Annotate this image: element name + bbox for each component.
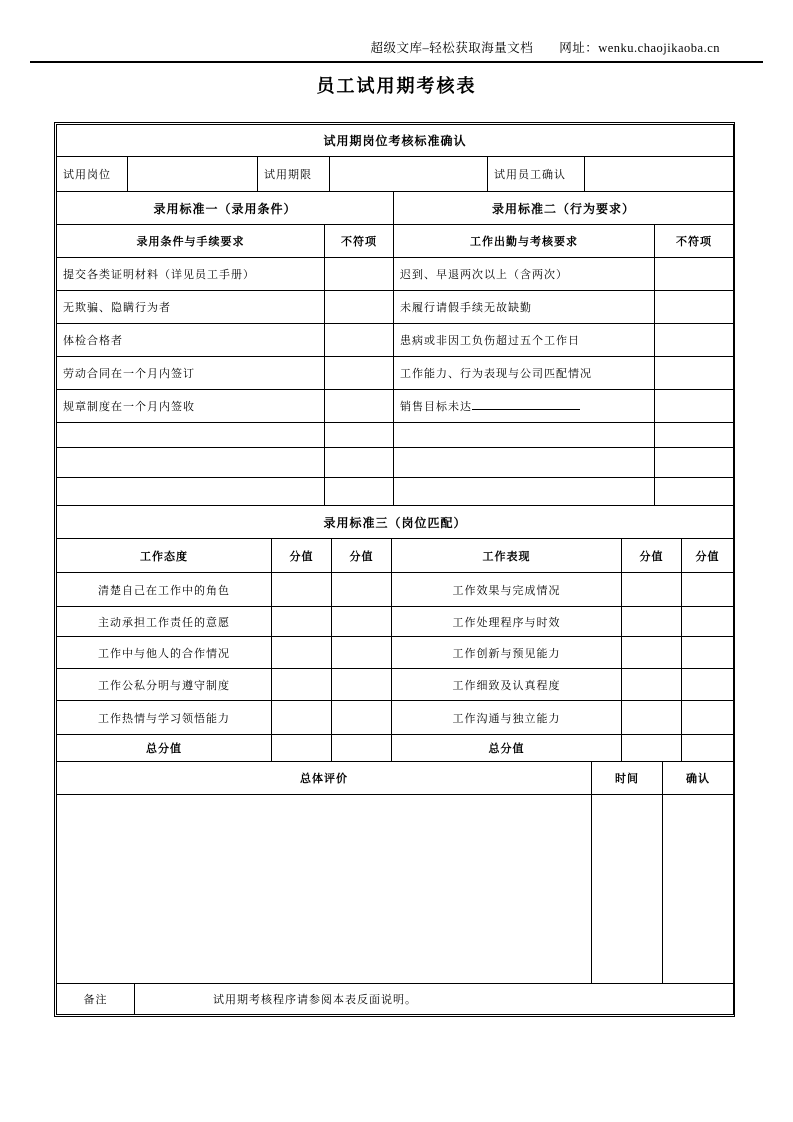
attitude-item: 工作热情与学习领悟能力 xyxy=(57,701,272,735)
standard1-item: 体检合格者 xyxy=(57,324,325,357)
performance-score-cell[interactable] xyxy=(622,637,682,669)
standard2-flag-cell[interactable] xyxy=(655,423,734,448)
performance-total-label: 总分值 xyxy=(392,735,622,762)
attitude-total-label: 总分值 xyxy=(57,735,272,762)
confirm-col-header: 确认 xyxy=(663,762,734,795)
performance-score-cell[interactable] xyxy=(622,607,682,637)
attitude-item: 工作公私分明与遵守制度 xyxy=(57,669,272,701)
standard1-item: 劳动合同在一个月内签订 xyxy=(57,357,325,390)
performance-total-cell[interactable] xyxy=(682,735,734,762)
standard2-flag-cell[interactable] xyxy=(655,291,734,324)
attitude-item: 清楚自己在工作中的角色 xyxy=(57,573,272,607)
attitude-score-cell[interactable] xyxy=(332,607,392,637)
attitude-score-cell[interactable] xyxy=(332,701,392,735)
performance-item: 工作效果与完成情况 xyxy=(392,573,622,607)
document-title: 员工试用期考核表 xyxy=(316,76,477,96)
trial-position-label: 试用岗位 xyxy=(57,157,128,192)
standard1-item: 无欺骗、隐瞒行为者 xyxy=(57,291,325,324)
time-col-header: 时间 xyxy=(592,762,663,795)
standard1-title: 录用标准一（录用条件） xyxy=(57,192,394,225)
standard1-item: 提交各类证明材料（详见员工手册） xyxy=(57,258,325,291)
score-col-header: 分值 xyxy=(332,539,392,573)
performance-score-cell[interactable] xyxy=(622,573,682,607)
performance-score-cell[interactable] xyxy=(622,701,682,735)
standard1-2-table xyxy=(56,191,734,506)
attitude-item: 主动承担工作责任的意愿 xyxy=(57,607,272,637)
standard2-item: 销售目标未达 xyxy=(394,390,655,423)
attitude-score-cell[interactable] xyxy=(272,607,332,637)
confirm-section-title: 试用期岗位考核标准确认 xyxy=(57,125,734,157)
note-label: 备注 xyxy=(57,984,135,1015)
standard2-flag-cell[interactable] xyxy=(655,448,734,478)
standard2-flag-cell[interactable] xyxy=(655,390,734,423)
overall-evaluation-label: 总体评价 xyxy=(57,762,592,795)
standard2-empty-item-cell[interactable] xyxy=(394,448,655,478)
performance-score-cell[interactable] xyxy=(682,607,734,637)
standard2-item: 未履行请假手续无故缺勤 xyxy=(394,291,655,324)
attitude-score-cell[interactable] xyxy=(332,669,392,701)
page-top-header xyxy=(0,38,720,56)
employee-confirm-input[interactable] xyxy=(585,157,734,192)
standard2-flag-cell[interactable] xyxy=(655,258,734,291)
performance-item: 工作处理程序与时效 xyxy=(392,607,622,637)
site-name-text: 超级文库–轻松获取海量文档 xyxy=(370,41,534,55)
assessment-form-table xyxy=(54,122,735,1017)
attitude-score-cell[interactable] xyxy=(272,669,332,701)
performance-score-cell[interactable] xyxy=(682,701,734,735)
trial-position-input[interactable] xyxy=(128,157,258,192)
trial-term-label: 试用期限 xyxy=(258,157,330,192)
attitude-score-cell[interactable] xyxy=(272,701,332,735)
score-col-header: 分值 xyxy=(272,539,332,573)
standard3-title: 录用标准三（岗位匹配） xyxy=(57,506,734,539)
site-url-text: 网址：wenku.chaojikaoba.cn xyxy=(559,41,720,55)
attitude-total-cell[interactable] xyxy=(332,735,392,762)
standard2-flag-cell[interactable] xyxy=(655,478,734,506)
standard1-flag-cell[interactable] xyxy=(325,390,394,423)
standard1-empty-item-cell[interactable] xyxy=(57,478,325,506)
score-col-header: 分值 xyxy=(622,539,682,573)
standard1-empty-item-cell[interactable] xyxy=(57,448,325,478)
standard2-flag-cell[interactable] xyxy=(655,357,734,390)
performance-item: 工作细致及认真程度 xyxy=(392,669,622,701)
standard2-item: 工作能力、行为表现与公司匹配情况 xyxy=(394,357,655,390)
standard1-flag-cell[interactable] xyxy=(325,448,394,478)
standard2-empty-item-cell[interactable] xyxy=(394,478,655,506)
standard2-item-col-header: 工作出勤与考核要求 xyxy=(394,225,655,258)
standard1-flag-cell[interactable] xyxy=(325,324,394,357)
trial-term-input[interactable] xyxy=(330,157,488,192)
time-input[interactable] xyxy=(592,795,663,984)
attitude-score-cell[interactable] xyxy=(272,637,332,669)
overall-evaluation-input[interactable] xyxy=(57,795,592,984)
fill-in-blank-line[interactable] xyxy=(472,399,580,410)
standard2-title: 录用标准二（行为要求） xyxy=(394,192,734,225)
standard1-item: 规章制度在一个月内签收 xyxy=(57,390,325,423)
standard2-item: 患病或非因工负伤超过五个工作日 xyxy=(394,324,655,357)
standard2-item: 迟到、早退两次以上（含两次） xyxy=(394,258,655,291)
standard1-flag-cell[interactable] xyxy=(325,357,394,390)
attitude-score-cell[interactable] xyxy=(332,573,392,607)
attitude-total-cell[interactable] xyxy=(272,735,332,762)
employee-confirm-label: 试用员工确认 xyxy=(488,157,585,192)
score-col-header: 分值 xyxy=(682,539,734,573)
standard1-flag-cell[interactable] xyxy=(325,478,394,506)
performance-item: 工作沟通与独立能力 xyxy=(392,701,622,735)
standard2-flag-col-header: 不符项 xyxy=(655,225,734,258)
performance-score-cell[interactable] xyxy=(682,573,734,607)
attitude-score-cell[interactable] xyxy=(332,637,392,669)
performance-score-cell[interactable] xyxy=(682,669,734,701)
performance-col-header: 工作表现 xyxy=(392,539,622,573)
performance-score-cell[interactable] xyxy=(622,669,682,701)
standard1-item-col-header: 录用条件与手续要求 xyxy=(57,225,325,258)
standard2-flag-cell[interactable] xyxy=(655,324,734,357)
standard1-flag-col-header: 不符项 xyxy=(325,225,394,258)
standard1-empty-item-cell[interactable] xyxy=(57,423,325,448)
header-divider-rule xyxy=(30,61,763,63)
standard1-flag-cell[interactable] xyxy=(325,291,394,324)
standard1-flag-cell[interactable] xyxy=(325,423,394,448)
attitude-score-cell[interactable] xyxy=(272,573,332,607)
standard1-flag-cell[interactable] xyxy=(325,258,394,291)
overall-evaluation-table xyxy=(56,761,734,984)
performance-item: 工作创新与预见能力 xyxy=(392,637,622,669)
standard2-empty-item-cell[interactable] xyxy=(394,423,655,448)
standard3-table xyxy=(56,505,734,762)
attitude-item: 工作中与他人的合作情况 xyxy=(57,637,272,669)
note-table xyxy=(56,983,734,1015)
attitude-col-header: 工作态度 xyxy=(57,539,272,573)
note-text: 试用期考核程序请参阅本表反面说明。 xyxy=(135,984,734,1015)
performance-total-cell[interactable] xyxy=(622,735,682,762)
performance-score-cell[interactable] xyxy=(682,637,734,669)
confirm-section-table xyxy=(56,124,734,192)
confirm-input[interactable] xyxy=(663,795,734,984)
